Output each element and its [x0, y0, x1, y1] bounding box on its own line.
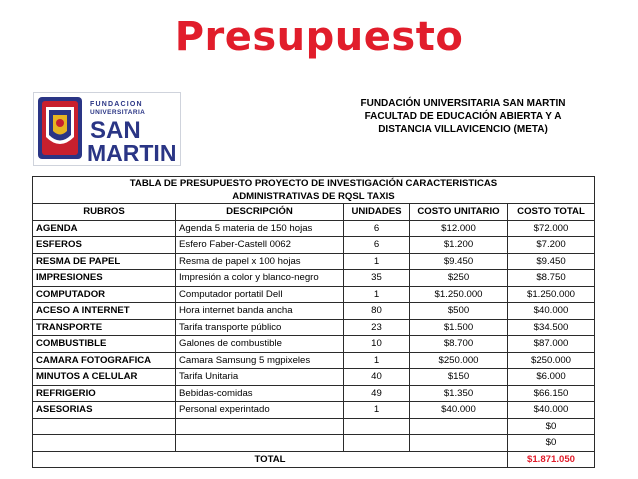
cell-descripcion: Bebidas-comidas — [176, 385, 344, 402]
table-row — [33, 286, 595, 303]
cell-descripcion: Galones de combustible — [176, 336, 344, 353]
header-rubros: RUBROS — [33, 204, 176, 221]
cell-unidades: 1 — [344, 253, 410, 270]
cell-costo-total: $0 — [508, 435, 595, 452]
institution-line1: FUNDACIÓN UNIVERSITARIA SAN MARTIN — [360, 98, 566, 109]
cell-costo-unitario: $1.500 — [410, 319, 508, 336]
cell-unidades — [344, 435, 410, 452]
cell-rubro: RESMA DE PAPEL — [33, 253, 176, 270]
cell-descripcion: Hora internet banda ancha — [176, 303, 344, 320]
table-caption — [33, 177, 595, 204]
cell-descripcion: Impresión a color y blanco-negro — [176, 270, 344, 287]
cell-unidades: 1 — [344, 402, 410, 419]
cell-rubro: ACESO A INTERNET — [33, 303, 176, 320]
cell-rubro — [33, 435, 176, 452]
cell-rubro: COMPUTADOR — [33, 286, 176, 303]
cell-costo-total: $40.000 — [508, 402, 595, 419]
cell-costo-unitario: $250 — [410, 270, 508, 287]
cell-unidades: 35 — [344, 270, 410, 287]
cell-costo-unitario — [410, 435, 508, 452]
table-header-row — [33, 204, 595, 221]
cell-costo-unitario: $1.200 — [410, 237, 508, 254]
crest-icon — [38, 97, 82, 159]
table-row — [33, 352, 595, 369]
cell-costo-unitario: $9.450 — [410, 253, 508, 270]
cell-descripcion — [176, 435, 344, 452]
cell-costo-unitario: $40.000 — [410, 402, 508, 419]
table-row — [33, 253, 595, 270]
header-costo-unitario: COSTO UNITARIO — [410, 204, 508, 221]
header-costo-total: COSTO TOTAL — [508, 204, 595, 221]
total-row — [33, 451, 595, 468]
logo-line3: SAN — [90, 117, 141, 144]
cell-rubro: REFRIGERIO — [33, 385, 176, 402]
cell-rubro: ASESORIAS — [33, 402, 176, 419]
cell-descripcion: Camara Samsung 5 mgpixeles — [176, 352, 344, 369]
cell-unidades: 1 — [344, 286, 410, 303]
cell-costo-total: $250.000 — [508, 352, 595, 369]
logo-line4: MARTIN — [87, 140, 177, 165]
cell-costo-unitario: $250.000 — [410, 352, 508, 369]
cell-unidades: 10 — [344, 336, 410, 353]
cell-costo-unitario: $12.000 — [410, 220, 508, 237]
cell-unidades: 40 — [344, 369, 410, 386]
cell-costo-unitario: $8.700 — [410, 336, 508, 353]
cell-descripcion: Esfero Faber-Castell 0062 — [176, 237, 344, 254]
cell-costo-unitario: $1.250.000 — [410, 286, 508, 303]
cell-rubro: IMPRESIONES — [33, 270, 176, 287]
cell-descripcion: Agenda 5 materia de 150 hojas — [176, 220, 344, 237]
header-unidades: UNIDADES — [344, 204, 410, 221]
header-descripcion: DESCRIPCIÓN — [176, 204, 344, 221]
cell-costo-unitario: $500 — [410, 303, 508, 320]
institution-header — [356, 97, 570, 136]
cell-costo-total: $9.450 — [508, 253, 595, 270]
total-value: $1.871.050 — [508, 451, 595, 468]
cell-costo-total: $6.000 — [508, 369, 595, 386]
cell-costo-unitario: $1.350 — [410, 385, 508, 402]
cell-unidades: 23 — [344, 319, 410, 336]
cell-costo-total: $1.250.000 — [508, 286, 595, 303]
cell-costo-total: $0 — [508, 418, 595, 435]
table-caption-line2: ADMINISTRATIVAS DE RQSL TAXIS — [232, 191, 395, 202]
cell-descripcion: Tarifa Unitaria — [176, 369, 344, 386]
cell-descripcion — [176, 418, 344, 435]
logo-line2: UNIVERSITARIA — [90, 109, 146, 116]
institution-line2: FACULTAD DE EDUCACIÓN ABIERTA Y A — [364, 111, 562, 122]
table-caption-line1: TABLA DE PRESUPUESTO PROYECTO DE INVESTIGACIÓN CARACTERISTICAS — [129, 178, 498, 189]
cell-descripcion: Resma de papel x 100 hojas — [176, 253, 344, 270]
cell-rubro: MINUTOS A CELULAR — [33, 369, 176, 386]
table-row — [33, 369, 595, 386]
cell-costo-total: $40.000 — [508, 303, 595, 320]
cell-descripcion: Computador portatil Dell — [176, 286, 344, 303]
cell-costo-total: $8.750 — [508, 270, 595, 287]
cell-rubro — [33, 418, 176, 435]
budget-table — [32, 176, 595, 468]
cell-unidades: 6 — [344, 237, 410, 254]
cell-descripcion: Tarifa transporte público — [176, 319, 344, 336]
cell-rubro: CAMARA FOTOGRAFICA — [33, 352, 176, 369]
logo-line1: FUNDACION — [90, 101, 143, 108]
cell-unidades: 6 — [344, 220, 410, 237]
table-row — [33, 402, 595, 419]
cell-unidades: 1 — [344, 352, 410, 369]
cell-costo-total: $72.000 — [508, 220, 595, 237]
cell-rubro: AGENDA — [33, 220, 176, 237]
table-caption-row — [33, 177, 595, 204]
table-row — [33, 418, 595, 435]
table-row — [33, 220, 595, 237]
university-logo — [33, 92, 181, 166]
cell-unidades — [344, 418, 410, 435]
table-row — [33, 237, 595, 254]
cell-costo-total: $34.500 — [508, 319, 595, 336]
total-label: TOTAL — [33, 451, 508, 468]
cell-costo-unitario — [410, 418, 508, 435]
cell-costo-total: $7.200 — [508, 237, 595, 254]
cell-unidades: 49 — [344, 385, 410, 402]
table-row — [33, 435, 595, 452]
cell-rubro: TRANSPORTE — [33, 319, 176, 336]
table-row — [33, 303, 595, 320]
cell-rubro: ESFEROS — [33, 237, 176, 254]
cell-rubro: COMBUSTIBLE — [33, 336, 176, 353]
table-row — [33, 270, 595, 287]
cell-descripcion: Personal experintado — [176, 402, 344, 419]
table-row — [33, 336, 595, 353]
cell-unidades: 80 — [344, 303, 410, 320]
cell-costo-total: $87.000 — [508, 336, 595, 353]
cell-costo-total: $66.150 — [508, 385, 595, 402]
cell-costo-unitario: $150 — [410, 369, 508, 386]
institution-line3: DISTANCIA VILLAVICENCIO (META) — [378, 124, 548, 135]
table-row — [33, 319, 595, 336]
page-title: Presupuesto — [174, 14, 464, 60]
table-row — [33, 385, 595, 402]
